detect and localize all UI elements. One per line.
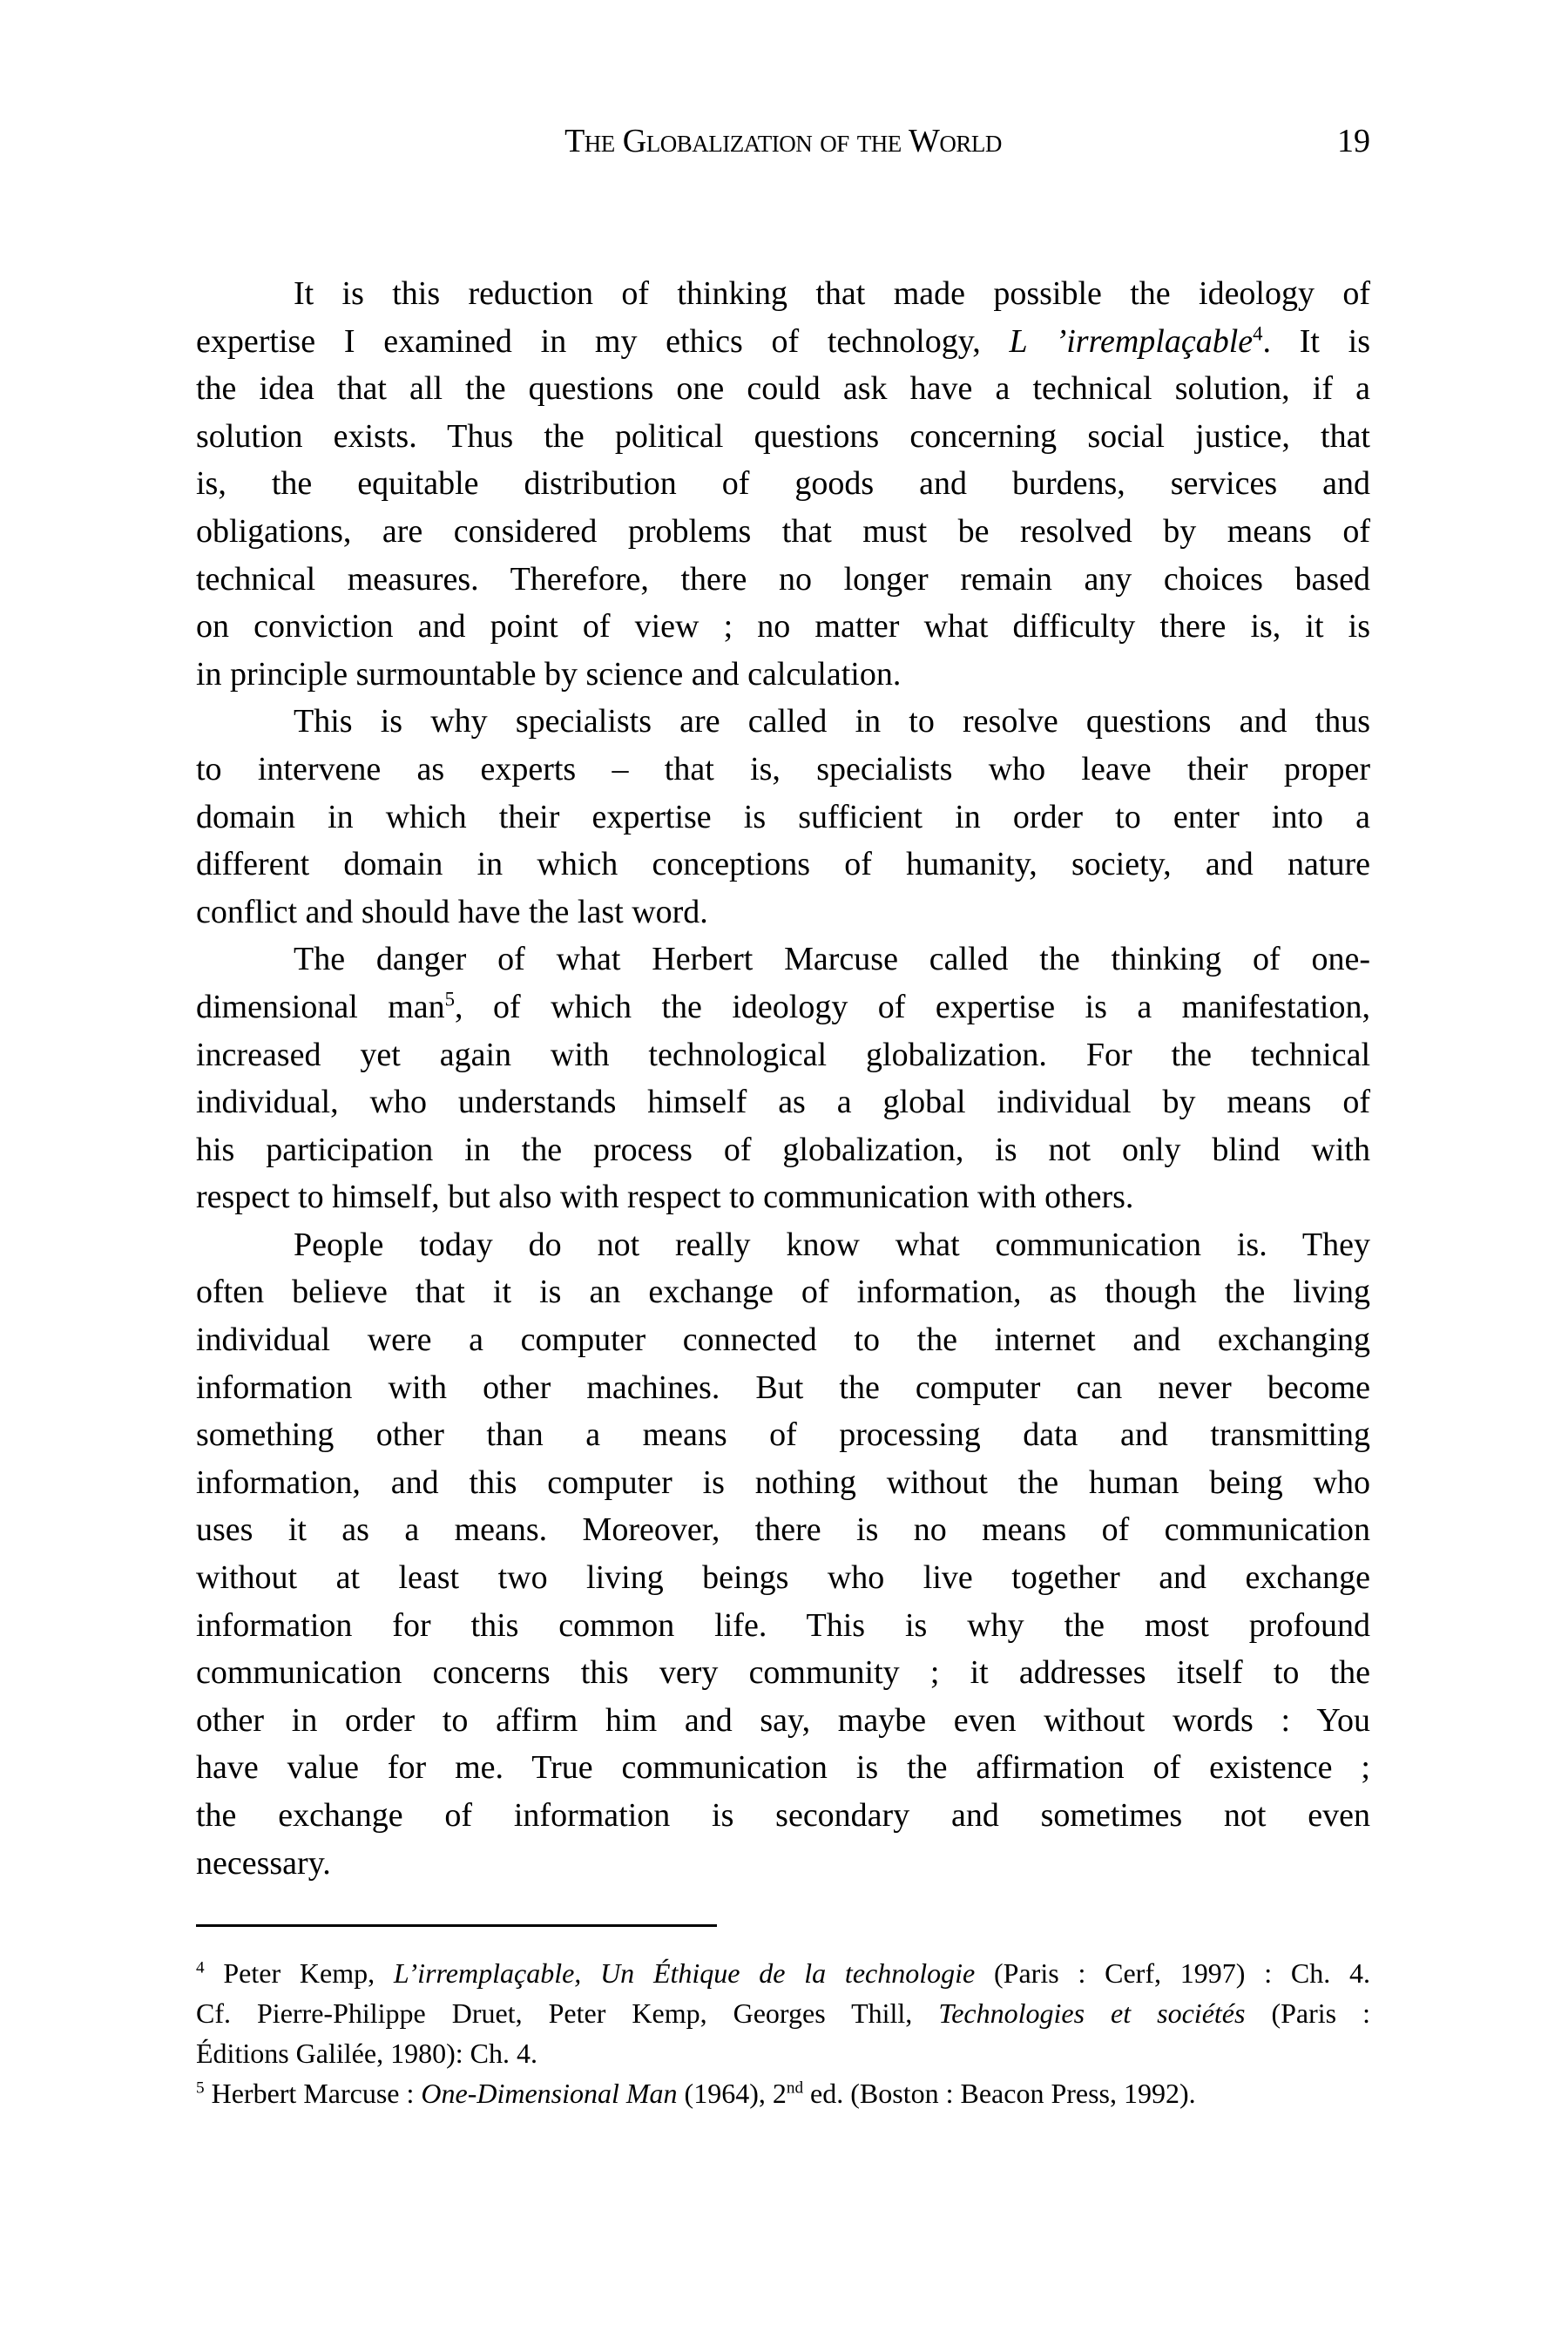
text-line <box>196 794 1370 841</box>
paragraph <box>196 936 1370 1221</box>
text-line <box>196 1173 1370 1221</box>
text-line <box>196 1840 1370 1888</box>
footnote-marker: 4 <box>196 1958 205 1977</box>
text-line <box>196 1364 1370 1412</box>
text-line <box>196 2033 1370 2073</box>
text-run: without at least two living beings who live together and exchange <box>196 1559 1370 1597</box>
text-run: (1964), 2 <box>677 2078 787 2109</box>
footnote-marker: 5 <box>444 988 456 1010</box>
text-run: conflict and should have the last word. <box>196 893 708 930</box>
text-run: People today do not really know what communication is. They <box>294 1226 1370 1263</box>
text-run: respect to himself, but also with respect to communication with others. <box>196 1179 1134 1216</box>
page-number: 19 <box>1337 123 1370 159</box>
text-line <box>196 841 1370 889</box>
italic-title: L ’irremplaçable <box>1009 322 1254 360</box>
text-run: It is this reduction of thinking that made possible the ideology of <box>294 275 1370 312</box>
text-run: (Paris : Cerf, 1997) : Ch. 4. <box>975 1957 1371 1989</box>
text-run: is, the equitable distribution of goods and burdens, services and <box>196 465 1370 503</box>
text-line <box>196 1993 1370 2033</box>
body-text <box>196 270 1370 1887</box>
text-run: individual, who understands himself as a global individual by means of <box>196 1084 1370 1121</box>
text-run: Éditions Galilée, 1980): Ch. 4. <box>196 2038 537 2069</box>
text-run: his participation in the process of globalization, is not only blind with <box>196 1131 1370 1168</box>
text-run: increased yet again with technological globalization. For the technical <box>196 1036 1370 1073</box>
text-line <box>196 1411 1370 1459</box>
text-run: uses it as a means. Moreover, there is no means of communication <box>196 1511 1370 1549</box>
italic-title: L’irremplaçable, Un Éthique de la technologie <box>393 1957 976 1989</box>
text-line <box>196 1744 1370 1792</box>
text-run: often believe that it is an exchange of information, as though the living <box>196 1274 1370 1311</box>
text-line <box>196 413 1370 461</box>
text-line <box>196 651 1370 699</box>
text-run: different domain in which conceptions of humanity, society, and nature <box>196 846 1370 883</box>
text-line <box>196 1602 1370 1650</box>
text-run: . It is <box>1262 322 1370 360</box>
text-line <box>196 460 1370 508</box>
text-line <box>196 1126 1370 1174</box>
footnote-marker: nd <box>786 2078 804 2098</box>
text-run: dimensional man <box>196 988 445 1025</box>
text-line <box>196 1554 1370 1602</box>
text-line <box>196 1697 1370 1745</box>
footnote-marker: 4 <box>1253 321 1263 344</box>
footnote <box>196 2073 1370 2113</box>
text-line <box>196 698 1370 746</box>
text-run: expertise I examined in my ethics of technology, <box>196 322 1010 360</box>
text-line <box>196 270 1370 318</box>
text-run: something other than a means of processing data and transmitting <box>196 1416 1370 1454</box>
text-run: (Paris : <box>1245 1997 1371 2029</box>
text-run: the exchange of information is secondary and sometimes not even <box>196 1797 1370 1834</box>
italic-title: Technologies et sociétés <box>938 1997 1246 2029</box>
text-run: The danger of what Herbert Marcuse called the thinking of one- <box>294 941 1370 978</box>
text-line <box>196 318 1370 366</box>
text-run: other in order to affirm him and say, maybe even without words : You <box>196 1701 1370 1739</box>
text-run: on conviction and point of view ; no matter what difficulty there is, it is <box>196 608 1370 645</box>
text-run: solution exists. Thus the political questions concerning social justice, that <box>196 417 1370 455</box>
text-run: ed. (Boston : Beacon Press, 1992). <box>803 2078 1196 2109</box>
text-line <box>196 2073 1370 2113</box>
text-line <box>196 1506 1370 1554</box>
running-title: The Globalization of the World <box>564 123 1002 159</box>
text-line <box>196 1316 1370 1364</box>
text-run: information, and this computer is nothing without the human being who <box>196 1463 1370 1501</box>
text-run: , of which the ideology of expertise is a manifestation, <box>455 988 1370 1025</box>
text-line <box>196 1268 1370 1316</box>
text-line <box>196 746 1370 794</box>
text-line <box>196 1953 1370 1993</box>
text-run: have value for me. True communication is the affirmation of existence ; <box>196 1749 1370 1787</box>
text-run: Cf. Pierre-Philippe Druet, Peter Kemp, Georges Thill, <box>196 1997 939 2029</box>
text-run: domain in which their expertise is sufficient in order to enter into a <box>196 798 1370 835</box>
text-run: This is why specialists are called in to resolve questions and thus <box>294 703 1370 740</box>
text-line <box>196 365 1370 413</box>
text-line <box>196 1221 1370 1269</box>
text-line <box>196 1031 1370 1079</box>
paragraph <box>196 270 1370 698</box>
text-run: information for this common life. This is why the most profound <box>196 1606 1370 1644</box>
text-run: to intervene as experts – that is, specialists who leave their proper <box>196 750 1370 787</box>
paragraph <box>196 698 1370 936</box>
paragraph <box>196 1221 1370 1887</box>
text-line <box>196 556 1370 604</box>
text-line <box>196 508 1370 556</box>
text-run: in principle surmountable by science and calculation. <box>196 655 902 693</box>
text-run: individual were a computer connected to the internet and exchanging <box>196 1321 1370 1359</box>
footnote-marker: 5 <box>196 2078 205 2098</box>
text-line <box>196 983 1370 1031</box>
text-run: the idea that all the questions one could ask have a technical solution, if a <box>196 370 1370 408</box>
running-header <box>196 122 1370 166</box>
text-line <box>196 1078 1370 1126</box>
text-line <box>196 889 1370 936</box>
text-run: technical measures. Therefore, there no longer remain any choices based <box>196 560 1370 598</box>
text-run: Herbert Marcuse : <box>204 2078 422 2109</box>
footnotes <box>196 1953 1370 2113</box>
text-line <box>196 1649 1370 1697</box>
text-line <box>196 1792 1370 1840</box>
text-run: necessary. <box>196 1844 331 1882</box>
text-run: obligations, are considered problems that must be resolved by means of <box>196 512 1370 550</box>
text-run: information with other machines. But the computer can never become <box>196 1369 1370 1406</box>
text-line <box>196 603 1370 651</box>
text-run: communication concerns this very community ; it addresses itself to the <box>196 1654 1370 1692</box>
footnote <box>196 1953 1370 2073</box>
text-line <box>196 936 1370 983</box>
italic-title: One-Dimensional Man <box>421 2078 678 2109</box>
footnote-separator <box>196 1924 717 1927</box>
text-run: Peter Kemp, <box>204 1957 394 1989</box>
text-line <box>196 1459 1370 1507</box>
